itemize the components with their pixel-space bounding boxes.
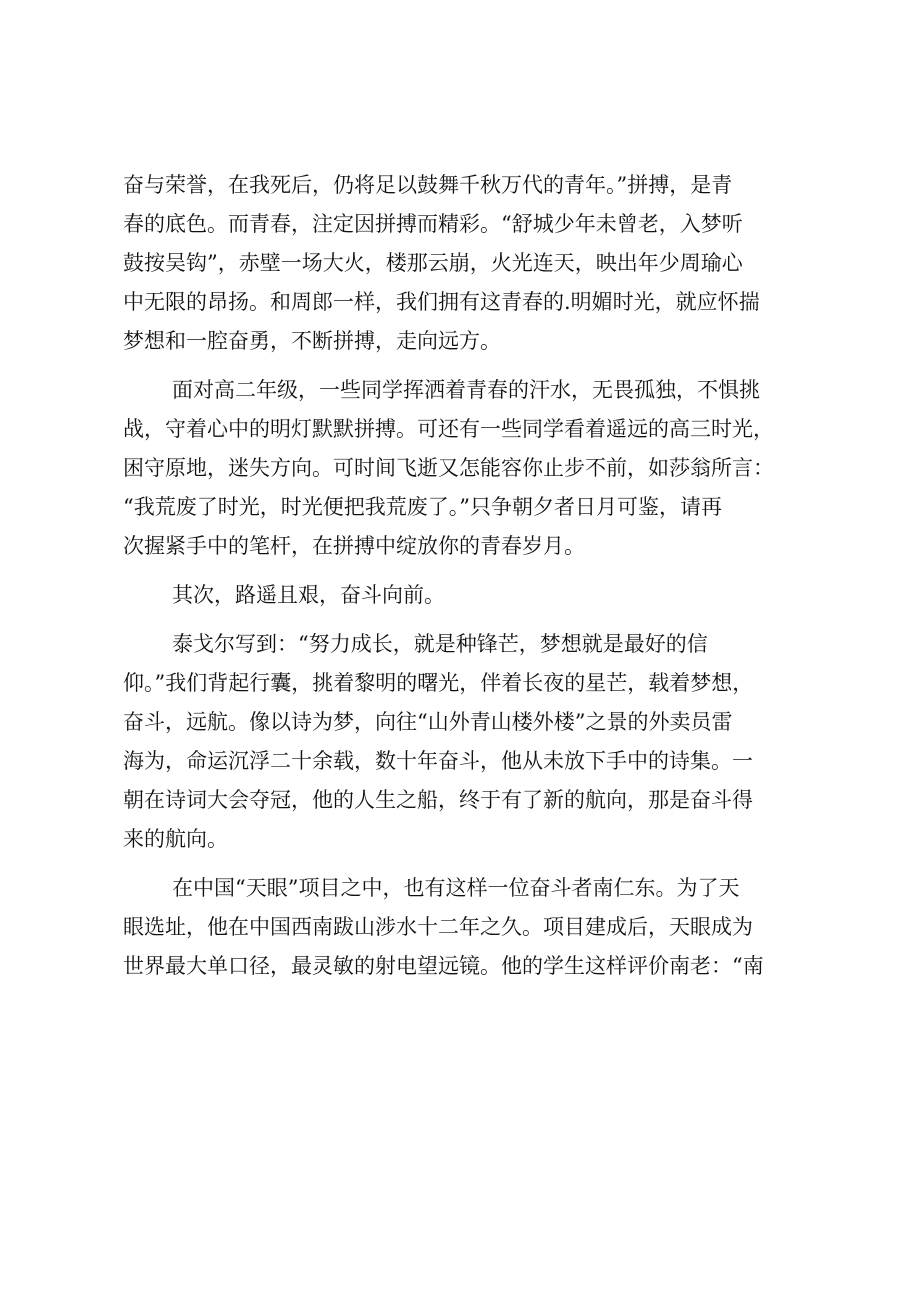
text-line: 海为，命运沉浮二十余载，数十年奋斗，他从未放下手中的诗集。一 bbox=[123, 749, 753, 773]
text-line: 战，守着心中的明灯默默拼搏。可还有一些同学看着遥远的高三时光， bbox=[123, 417, 774, 441]
text-line: 梦想和一腔奋勇，不断拼搏，走向远方。 bbox=[123, 329, 501, 353]
text-line: 奋斗，远航。像以诗为梦，向往“山外青山楼外楼”之景的外卖员雷 bbox=[123, 710, 733, 734]
text-line: 中无限的昂扬。和周郎一样，我们拥有这青春的.明媚时光，就应怀揣 bbox=[123, 290, 760, 314]
text-line: 仰。”我们背起行囊，挑着黎明的曙光，伴着长夜的星芒，载着梦想， bbox=[123, 671, 754, 695]
text-line: 困守原地，迷失方向。可时间飞逝又怎能容你止步不前，如莎翁所言： bbox=[123, 456, 774, 480]
text-line: 次握紧手中的笔杆，在拼搏中绽放你的青春岁月。 bbox=[123, 534, 585, 558]
text-line: “我荒废了时光，时光便把我荒废了。”只争朝夕者日月可鉴，请再 bbox=[123, 495, 722, 519]
paragraph-gap bbox=[123, 615, 823, 625]
text-line: 其次，路遥且艰，奋斗向前。 bbox=[172, 583, 445, 607]
text-line: 眼选址，他在中国西南跋山涉水十二年之久。项目建成后，天眼成为 bbox=[123, 915, 753, 939]
text-line: 朝在诗词大会夺冠，他的人生之船，终于有了新的航向，那是奋斗得 bbox=[123, 788, 753, 812]
paragraph-gap bbox=[123, 361, 823, 371]
text-line: 奋与荣誉，在我死后，仍将足以鼓舞千秋万代的青年。”拼搏，是青 bbox=[123, 173, 733, 197]
text-line: 面对高二年级，一些同学挥洒着青春的汗水，无畏孤独，不惧挑 bbox=[172, 378, 760, 402]
text-line: 泰戈尔写到：“努力成长，就是种锋芒，梦想就是最好的信 bbox=[172, 632, 708, 656]
paragraph-gap bbox=[123, 566, 823, 576]
text-line: 在中国“天眼”项目之中，也有这样一位奋斗者南仁东。为了天 bbox=[172, 876, 740, 900]
text-line: 来的航向。 bbox=[123, 827, 228, 851]
document-body bbox=[123, 166, 823, 986]
text-line: 春的底色。而青春，注定因拼搏而精彩。“舒城少年未曾老，入梦听 bbox=[123, 212, 743, 236]
text-line: 鼓按吴钩”，赤壁一场大火，楼那云崩，火光连天，映出年少周瑜心 bbox=[123, 251, 743, 275]
text-line: 世界最大单口径，最灵敏的射电望远镜。他的学生这样评价南老：“南 bbox=[123, 954, 764, 978]
paragraph-gap bbox=[123, 859, 823, 869]
